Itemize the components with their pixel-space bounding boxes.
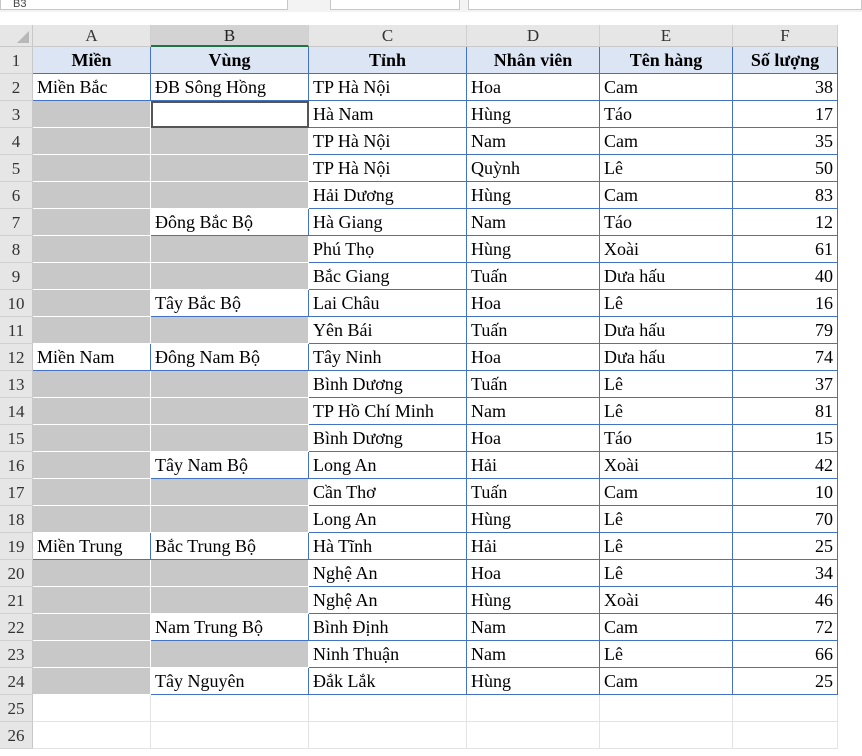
header-cell-c[interactable]: Tỉnh — [309, 47, 467, 74]
cell-e13[interactable]: Lê — [600, 371, 733, 398]
cell-f22[interactable]: 72 — [733, 614, 838, 641]
cell-b16[interactable]: Tây Nam Bộ — [151, 452, 309, 479]
select-all-icon — [17, 31, 29, 43]
cell-b12[interactable]: Đông Nam Bộ — [151, 344, 309, 371]
cell-e11[interactable]: Dưa hấu — [600, 317, 733, 344]
cell-e25[interactable] — [600, 695, 733, 722]
cell-e18[interactable]: Lê — [600, 506, 733, 533]
row-header-9[interactable]: 9 — [0, 263, 33, 290]
cell-e3[interactable]: Táo — [600, 101, 733, 128]
cell-f13[interactable]: 37 — [733, 371, 838, 398]
cell-d17[interactable]: Tuấn — [467, 479, 600, 506]
cell-a11[interactable] — [33, 317, 151, 344]
cell-b10[interactable]: Tây Bắc Bộ — [151, 290, 309, 317]
cell-d20[interactable]: Hoa — [467, 560, 600, 587]
cell-a26[interactable] — [33, 722, 151, 749]
cell-b2[interactable]: ĐB Sông Hồng — [151, 74, 309, 101]
cell-e15[interactable]: Táo — [600, 425, 733, 452]
cell-b25[interactable] — [151, 695, 309, 722]
cell-f5[interactable]: 50 — [733, 155, 838, 182]
cell-f20[interactable]: 34 — [733, 560, 838, 587]
cell-f6[interactable]: 83 — [733, 182, 838, 209]
cell-b5[interactable] — [151, 155, 309, 182]
row-header-12[interactable]: 12 — [0, 344, 33, 371]
cell-e7[interactable]: Táo — [600, 209, 733, 236]
cell-c2[interactable]: TP Hà Nội — [309, 74, 467, 101]
cell-e14[interactable]: Lê — [600, 398, 733, 425]
row-header-8[interactable]: 8 — [0, 236, 33, 263]
cell-b9[interactable] — [151, 263, 309, 290]
cell-b14[interactable] — [151, 398, 309, 425]
header-cell-f[interactable]: Số lượng — [733, 47, 838, 74]
cell-f18[interactable]: 70 — [733, 506, 838, 533]
row-header-22[interactable]: 22 — [0, 614, 33, 641]
cell-a21[interactable] — [33, 587, 151, 614]
cell-f17[interactable]: 10 — [733, 479, 838, 506]
cell-d12[interactable]: Hoa — [467, 344, 600, 371]
cell-d8[interactable]: Hùng — [467, 236, 600, 263]
row-header-15[interactable]: 15 — [0, 425, 33, 452]
cell-c26[interactable] — [309, 722, 467, 749]
row-header-5[interactable]: 5 — [0, 155, 33, 182]
row-header-17[interactable]: 17 — [0, 479, 33, 506]
cell-d6[interactable]: Hùng — [467, 182, 600, 209]
cell-e2[interactable]: Cam — [600, 74, 733, 101]
cell-a3[interactable] — [33, 101, 151, 128]
cell-f24[interactable]: 25 — [733, 668, 838, 695]
cell-c15[interactable]: Bình Dương — [309, 425, 467, 452]
cell-c20[interactable]: Nghệ An — [309, 560, 467, 587]
header-cell-a[interactable]: Miền — [33, 47, 151, 74]
cell-d18[interactable]: Hùng — [467, 506, 600, 533]
column-header-f[interactable]: F — [733, 25, 838, 47]
cell-e9[interactable]: Dưa hấu — [600, 263, 733, 290]
cell-f15[interactable]: 15 — [733, 425, 838, 452]
cell-a20[interactable] — [33, 560, 151, 587]
cell-e6[interactable]: Cam — [600, 182, 733, 209]
row-header-19[interactable]: 19 — [0, 533, 33, 560]
header-cell-d[interactable]: Nhân viên — [467, 47, 600, 74]
column-header-d[interactable]: D — [467, 25, 600, 47]
cell-d16[interactable]: Hải — [467, 452, 600, 479]
cell-f19[interactable]: 25 — [733, 533, 838, 560]
cell-c13[interactable]: Bình Dương — [309, 371, 467, 398]
cell-f3[interactable]: 17 — [733, 101, 838, 128]
cell-f23[interactable]: 66 — [733, 641, 838, 668]
cell-b3[interactable] — [151, 101, 309, 128]
cell-a5[interactable] — [33, 155, 151, 182]
cell-d5[interactable]: Quỳnh — [467, 155, 600, 182]
cell-a4[interactable] — [33, 128, 151, 155]
cell-a14[interactable] — [33, 398, 151, 425]
formula-controls[interactable] — [330, 0, 460, 10]
row-header-20[interactable]: 20 — [0, 560, 33, 587]
cell-b15[interactable] — [151, 425, 309, 452]
toolbar-gap — [0, 12, 862, 25]
cell-e5[interactable]: Lê — [600, 155, 733, 182]
cell-a15[interactable] — [33, 425, 151, 452]
row-header-14[interactable]: 14 — [0, 398, 33, 425]
cell-c4[interactable]: TP Hà Nội — [309, 128, 467, 155]
cell-b21[interactable] — [151, 587, 309, 614]
cell-d22[interactable]: Nam — [467, 614, 600, 641]
cell-f10[interactable]: 16 — [733, 290, 838, 317]
cell-c23[interactable]: Ninh Thuận — [309, 641, 467, 668]
row-header-26[interactable]: 26 — [0, 722, 33, 749]
cell-d11[interactable]: Tuấn — [467, 317, 600, 344]
cell-a25[interactable] — [33, 695, 151, 722]
cell-c5[interactable]: TP Hà Nội — [309, 155, 467, 182]
cell-a13[interactable] — [33, 371, 151, 398]
cell-c7[interactable]: Hà Giang — [309, 209, 467, 236]
cell-c9[interactable]: Bắc Giang — [309, 263, 467, 290]
cell-b23[interactable] — [151, 641, 309, 668]
cell-f4[interactable]: 35 — [733, 128, 838, 155]
header-cell-e[interactable]: Tên hàng — [600, 47, 733, 74]
row-header-25[interactable]: 25 — [0, 695, 33, 722]
cell-c19[interactable]: Hà Tĩnh — [309, 533, 467, 560]
cell-d24[interactable]: Hùng — [467, 668, 600, 695]
cell-f25[interactable] — [733, 695, 838, 722]
row-header-16[interactable]: 16 — [0, 452, 33, 479]
cell-d21[interactable]: Hùng — [467, 587, 600, 614]
cell-c18[interactable]: Long An — [309, 506, 467, 533]
row-header-24[interactable]: 24 — [0, 668, 33, 695]
cell-d26[interactable] — [467, 722, 600, 749]
cell-a16[interactable] — [33, 452, 151, 479]
row-header-10[interactable]: 10 — [0, 290, 33, 317]
cell-a18[interactable] — [33, 506, 151, 533]
cell-a22[interactable] — [33, 614, 151, 641]
cell-c17[interactable]: Cần Thơ — [309, 479, 467, 506]
cell-d13[interactable]: Tuấn — [467, 371, 600, 398]
cell-b17[interactable] — [151, 479, 309, 506]
row-header-18[interactable]: 18 — [0, 506, 33, 533]
row-header-7[interactable]: 7 — [0, 209, 33, 236]
row-header-21[interactable]: 21 — [0, 587, 33, 614]
cell-b24[interactable]: Tây Nguyên — [151, 668, 309, 695]
cell-b20[interactable] — [151, 560, 309, 587]
row-header-6[interactable]: 6 — [0, 182, 33, 209]
select-all-button[interactable] — [0, 25, 33, 47]
cell-c12[interactable]: Tây Ninh — [309, 344, 467, 371]
header-cell-b[interactable]: Vùng — [151, 47, 309, 74]
cell-e12[interactable]: Dưa hấu — [600, 344, 733, 371]
cell-f12[interactable]: 74 — [733, 344, 838, 371]
cell-f14[interactable]: 81 — [733, 398, 838, 425]
column-header-b[interactable]: B — [151, 25, 309, 47]
cell-e20[interactable]: Lê — [600, 560, 733, 587]
cell-f11[interactable]: 79 — [733, 317, 838, 344]
cell-b19[interactable]: Bắc Trung Bộ — [151, 533, 309, 560]
cell-f2[interactable]: 38 — [733, 74, 838, 101]
row-header-13[interactable]: 13 — [0, 371, 33, 398]
cell-b6[interactable] — [151, 182, 309, 209]
cell-b13[interactable] — [151, 371, 309, 398]
cell-f21[interactable]: 46 — [733, 587, 838, 614]
cell-a7[interactable] — [33, 209, 151, 236]
cell-c25[interactable] — [309, 695, 467, 722]
cell-a17[interactable] — [33, 479, 151, 506]
cell-d10[interactable]: Hoa — [467, 290, 600, 317]
cell-d9[interactable]: Tuấn — [467, 263, 600, 290]
cell-f8[interactable]: 61 — [733, 236, 838, 263]
cell-b4[interactable] — [151, 128, 309, 155]
cell-a19[interactable]: Miền Trung — [33, 533, 151, 560]
cell-d15[interactable]: Hoa — [467, 425, 600, 452]
cell-b26[interactable] — [151, 722, 309, 749]
cell-e22[interactable]: Cam — [600, 614, 733, 641]
cell-a6[interactable] — [33, 182, 151, 209]
cell-a12[interactable]: Miền Nam — [33, 344, 151, 371]
cell-e23[interactable]: Lê — [600, 641, 733, 668]
cell-e26[interactable] — [600, 722, 733, 749]
cell-b22[interactable]: Nam Trung Bộ — [151, 614, 309, 641]
row-header-2[interactable]: 2 — [0, 74, 33, 101]
cell-e16[interactable]: Xoài — [600, 452, 733, 479]
cell-c6[interactable]: Hải Dương — [309, 182, 467, 209]
cell-d25[interactable] — [467, 695, 600, 722]
cell-c3[interactable]: Hà Nam — [309, 101, 467, 128]
cell-b11[interactable] — [151, 317, 309, 344]
cell-f16[interactable]: 42 — [733, 452, 838, 479]
row-header-11[interactable]: 11 — [0, 317, 33, 344]
cell-e17[interactable]: Cam — [600, 479, 733, 506]
cell-c11[interactable]: Yên Bái — [309, 317, 467, 344]
cell-c10[interactable]: Lai Châu — [309, 290, 467, 317]
cell-f26[interactable] — [733, 722, 838, 749]
cell-f7[interactable]: 12 — [733, 209, 838, 236]
cell-e10[interactable]: Lê — [600, 290, 733, 317]
cell-c14[interactable]: TP Hồ Chí Minh — [309, 398, 467, 425]
row-header-3[interactable]: 3 — [0, 101, 33, 128]
cell-c24[interactable]: Đắk Lắk — [309, 668, 467, 695]
cell-f9[interactable]: 40 — [733, 263, 838, 290]
cell-c22[interactable]: Bình Định — [309, 614, 467, 641]
cell-a24[interactable] — [33, 668, 151, 695]
formula-bar[interactable] — [468, 0, 862, 10]
cell-e8[interactable]: Xoài — [600, 236, 733, 263]
cell-a23[interactable] — [33, 641, 151, 668]
cell-c8[interactable]: Phú Thọ — [309, 236, 467, 263]
cell-b7[interactable]: Đông Bắc Bộ — [151, 209, 309, 236]
cell-a10[interactable] — [33, 290, 151, 317]
cell-a2[interactable]: Miền Bắc — [33, 74, 151, 101]
cell-e24[interactable]: Cam — [600, 668, 733, 695]
cell-e21[interactable]: Xoài — [600, 587, 733, 614]
cell-e19[interactable]: Lê — [600, 533, 733, 560]
row-header-4[interactable]: 4 — [0, 128, 33, 155]
row-header-23[interactable]: 23 — [0, 641, 33, 668]
cell-e4[interactable]: Cam — [600, 128, 733, 155]
cell-a9[interactable] — [33, 263, 151, 290]
row-header-1[interactable]: 1 — [0, 47, 33, 74]
cell-d3[interactable]: Hùng — [467, 101, 600, 128]
column-header-e[interactable]: E — [600, 25, 733, 47]
cell-b8[interactable] — [151, 236, 309, 263]
cell-d7[interactable]: Nam — [467, 209, 600, 236]
cell-c21[interactable]: Nghệ An — [309, 587, 467, 614]
cell-c16[interactable]: Long An — [309, 452, 467, 479]
name-box[interactable]: B3 — [0, 0, 288, 10]
cell-d2[interactable]: Hoa — [467, 74, 600, 101]
grid-right-margin — [838, 47, 862, 756]
cell-d14[interactable]: Nam — [467, 398, 600, 425]
cell-d4[interactable]: Nam — [467, 128, 600, 155]
cell-a8[interactable] — [33, 236, 151, 263]
column-header-c[interactable]: C — [309, 25, 467, 47]
cell-d23[interactable]: Nam — [467, 641, 600, 668]
cell-b18[interactable] — [151, 506, 309, 533]
column-header-a[interactable]: A — [33, 25, 151, 47]
cell-d19[interactable]: Hải — [467, 533, 600, 560]
